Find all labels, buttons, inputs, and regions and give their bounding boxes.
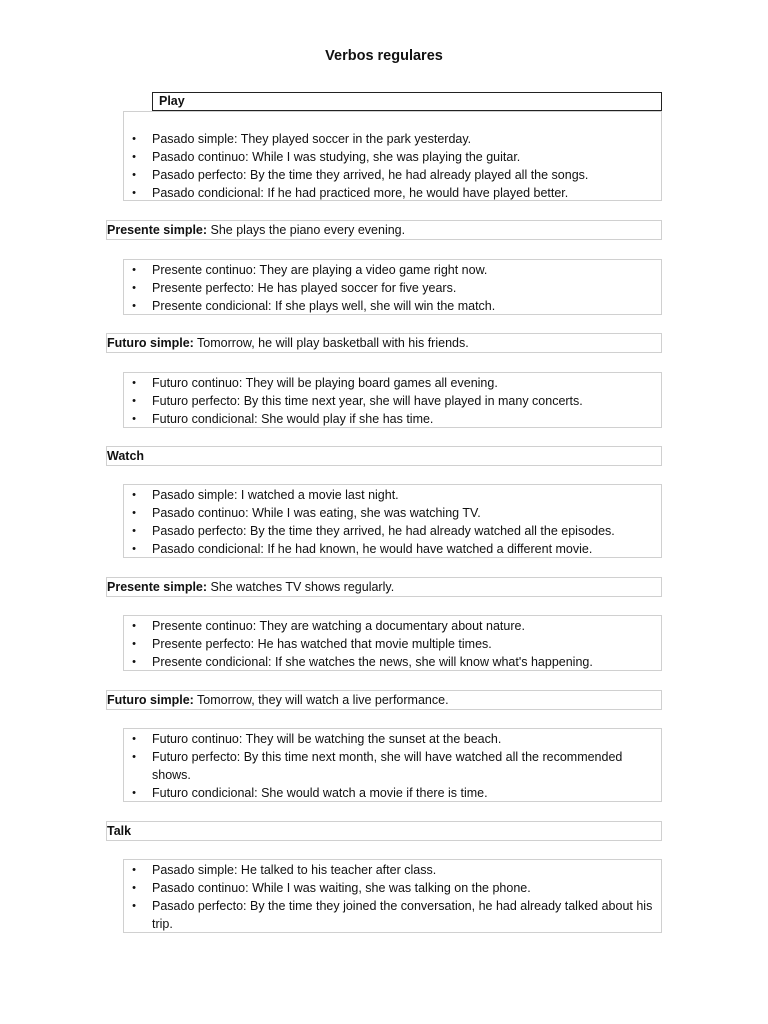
future-tense-box-watch bbox=[123, 728, 662, 802]
future-simple-label: Futuro simple: bbox=[107, 336, 194, 350]
present-tense-box-watch bbox=[123, 615, 662, 671]
list-item: • Pasado simple: They played soccer in the park yesterday. bbox=[132, 132, 472, 146]
list-item: • Futuro continuo: They will be watching the sunset at the beach. bbox=[132, 732, 502, 746]
present-simple-line-play bbox=[107, 221, 661, 239]
future-tense-list-watch bbox=[124, 730, 661, 802]
future-simple-text: Tomorrow, they will watch a live performance. bbox=[193, 693, 449, 707]
list-item: • Pasado perfecto: By the time they arrived, he had already watched all the episodes. bbox=[132, 524, 615, 538]
present-tense-list-play bbox=[124, 261, 661, 315]
present-simple-text: She watches TV shows regularly. bbox=[207, 580, 395, 594]
list-item: • Pasado simple: He talked to his teacher after class. bbox=[132, 863, 437, 877]
future-simple-line-play bbox=[107, 334, 661, 352]
future-simple-box-watch bbox=[106, 690, 662, 710]
list-item: • Futuro condicional: She would watch a movie if there is time. bbox=[132, 786, 488, 800]
document-title: Verbos regulares bbox=[325, 48, 443, 64]
list-item: • Pasado condicional: If he had practiced more, he would have played better. bbox=[132, 186, 569, 200]
future-simple-line-watch bbox=[107, 691, 661, 709]
past-tense-box-play bbox=[123, 111, 662, 201]
verb-heading-talk: Talk bbox=[107, 824, 132, 838]
list-item: • Presente perfecto: He has played soccer for five years. bbox=[132, 281, 457, 295]
list-item: • Pasado perfecto: By the time they joined the conversation, he had already talked about his trip. bbox=[132, 899, 653, 931]
list-item: • Pasado condicional: If he had known, he would have watched a different movie. bbox=[132, 542, 593, 556]
verb-heading-play: Play bbox=[159, 94, 185, 108]
past-tense-list-watch bbox=[124, 486, 661, 558]
list-item: • Pasado continuo: While I was studying, she was playing the guitar. bbox=[132, 150, 521, 164]
future-simple-label: Futuro simple: bbox=[107, 693, 194, 707]
list-item: • Futuro perfecto: By this time next month, she will have watched all the recommended shows. bbox=[132, 750, 623, 782]
future-tense-box-play bbox=[123, 372, 662, 428]
list-item: • Pasado continuo: While I was waiting, she was talking on the phone. bbox=[132, 881, 531, 895]
verb-box-talk bbox=[106, 821, 662, 841]
present-simple-label: Presente simple: bbox=[107, 580, 208, 594]
future-tense-list-play bbox=[124, 374, 661, 428]
list-item: • Pasado perfecto: By the time they arrived, he had already played all the songs. bbox=[132, 168, 589, 182]
past-tense-box-watch bbox=[123, 484, 662, 558]
list-item: • Pasado simple: I watched a movie last night. bbox=[132, 488, 399, 502]
present-simple-line-watch bbox=[107, 578, 661, 596]
past-tense-box-talk bbox=[123, 859, 662, 933]
list-item: • Presente perfecto: He has watched that movie multiple times. bbox=[132, 637, 492, 651]
present-simple-box-play bbox=[106, 220, 662, 240]
list-item: • Presente condicional: If she plays well, she will win the match. bbox=[132, 299, 496, 313]
past-tense-list-play bbox=[124, 130, 661, 202]
verb-box-watch bbox=[106, 446, 662, 466]
list-item: • Pasado continuo: While I was eating, she was watching TV. bbox=[132, 506, 481, 520]
list-item: • Futuro perfecto: By this time next year, she will have played in many concerts. bbox=[132, 394, 583, 408]
present-simple-label: Presente simple: bbox=[107, 223, 208, 237]
present-tense-box-play bbox=[123, 259, 662, 315]
list-item: • Presente continuo: They are watching a documentary about nature. bbox=[132, 619, 525, 633]
list-item: • Presente continuo: They are playing a video game right now. bbox=[132, 263, 488, 277]
present-tense-list-watch bbox=[124, 617, 661, 671]
present-simple-text: She plays the piano every evening. bbox=[207, 223, 406, 237]
past-tense-list-talk bbox=[124, 861, 661, 933]
verb-heading-watch: Watch bbox=[107, 449, 145, 463]
list-item: • Futuro continuo: They will be playing board games all evening. bbox=[132, 376, 498, 390]
future-simple-text: Tomorrow, he will play basketball with his friends. bbox=[193, 336, 469, 350]
list-item: • Presente condicional: If she watches the news, she will know what's happening. bbox=[132, 655, 593, 669]
future-simple-box-play bbox=[106, 333, 662, 353]
present-simple-box-watch bbox=[106, 577, 662, 597]
verb-box-play bbox=[152, 92, 662, 111]
list-item: • Futuro condicional: She would play if she has time. bbox=[132, 412, 434, 426]
